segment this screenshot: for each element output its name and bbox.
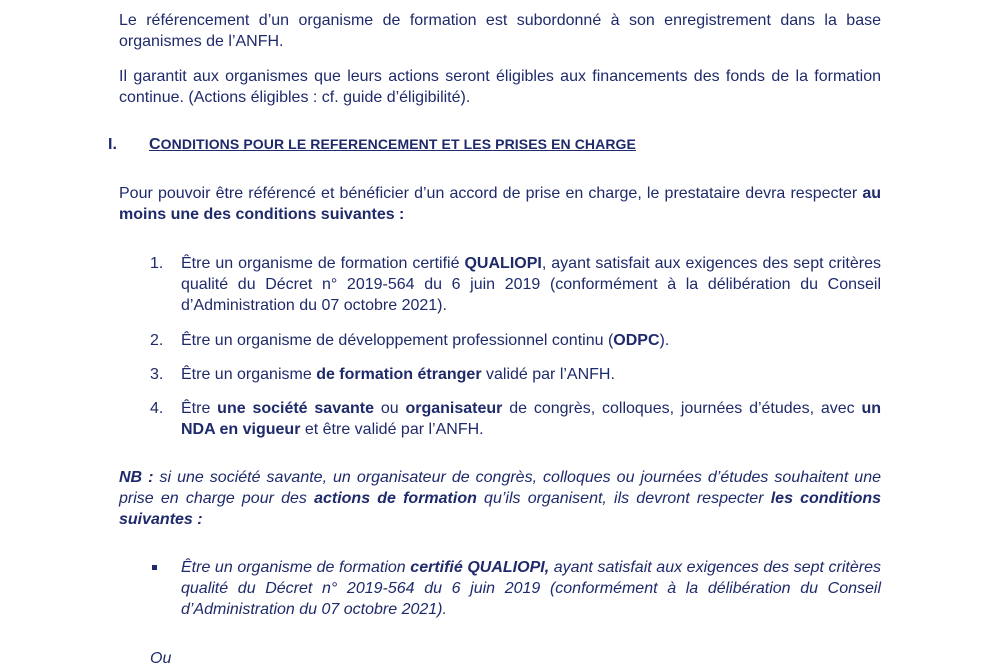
section-heading xyxy=(108,134,808,155)
condition-text xyxy=(181,330,881,351)
nb-text-part: si une société savante, un organisateur de congrès, colloques ou journées d’études souhaitent une prise en charge pour des xyxy=(119,469,881,507)
conditions-intro-text: Pour pouvoir être référencé et bénéficier d’un accord de prise en charge, le prestataire devra respecter xyxy=(119,185,863,202)
condition-text-part: ). xyxy=(659,332,670,349)
condition-text-part: ou xyxy=(374,400,406,417)
condition-text-part: Être un organisme xyxy=(181,366,317,383)
nb-bold-part: les conditions suivantes : xyxy=(119,490,882,528)
condition-bold-part: QUALIOPI xyxy=(464,255,542,272)
condition-bold-part: un NDA en vigueur xyxy=(181,400,882,438)
condition-text-part: Être xyxy=(181,400,218,417)
section-title xyxy=(149,136,636,152)
condition-text xyxy=(181,253,881,316)
condition-number: 1. xyxy=(150,255,164,272)
intro-paragraph-1: Le référencement d’un organisme de formation est subordonné à son enregistrement dans la base organismes de l’ANFH. xyxy=(119,12,881,50)
ou-label: Ou xyxy=(150,650,172,667)
nb-text-part: qu’ils organisent, ils devront respecter xyxy=(476,490,771,507)
bullet-text-part: ayant satisfait aux exigences des sept critères qualité du Décret n° 2019-564 du 6 juin 2019 (conformément à la délibération du Conseil d’Administration du 07 octobre 2021). xyxy=(181,559,881,618)
condition-bold-part: organisateur xyxy=(405,400,503,417)
condition-bold-part: de formation étranger xyxy=(316,366,482,383)
condition-text-part: validé par l’ANFH. xyxy=(481,366,615,383)
condition-text xyxy=(181,398,881,440)
bullet-bold-part: certifié QUALIOPI, xyxy=(410,559,550,576)
nb-paragraph xyxy=(119,467,881,530)
condition-bold-part: une société savante xyxy=(217,400,374,417)
condition-text-part: , ayant satisfait aux exigences des sept critères qualité du Décret n° 2019-564 du 6 juin 2019 (conformément à la délibération du Conseil d’Administration du 07 octobre 2021). xyxy=(181,255,882,314)
condition-text-part: Être un organisme de formation certifié xyxy=(181,255,465,272)
section-number: I. xyxy=(108,136,117,153)
condition-text-part: et être validé par l’ANFH. xyxy=(300,421,484,438)
section-title-rest: ONDITIONS POUR LE REFERENCEMENT ET LES PRISES EN CHARGE xyxy=(160,136,636,152)
condition-number: 3. xyxy=(150,366,164,383)
condition-text-part: de congrès, colloques, journées d’études, avec xyxy=(502,400,862,417)
intro-paragraph-2: Il garantit aux organismes que leurs actions seront éligibles aux financements des fonds de la formation continue. (Actions éligibles : cf. guide d’éligibilité). xyxy=(119,68,881,106)
square-bullet-icon xyxy=(152,565,157,570)
bullet-text xyxy=(181,557,881,620)
nb-label: NB : xyxy=(119,469,154,486)
bullet-text-part: Être un organisme de formation xyxy=(181,559,411,576)
condition-number: 2. xyxy=(150,332,164,349)
condition-number: 4. xyxy=(150,400,164,417)
section-title-initial: C xyxy=(149,136,161,153)
conditions-intro xyxy=(119,183,881,225)
condition-bold-part: ODPC xyxy=(613,332,660,349)
condition-text xyxy=(181,364,881,385)
condition-text-part: Être un organisme de développement professionnel continu ( xyxy=(181,332,614,349)
nb-bold-part: actions de formation xyxy=(314,490,477,507)
conditions-intro-bold: au moins une des conditions suivantes : xyxy=(119,185,881,223)
